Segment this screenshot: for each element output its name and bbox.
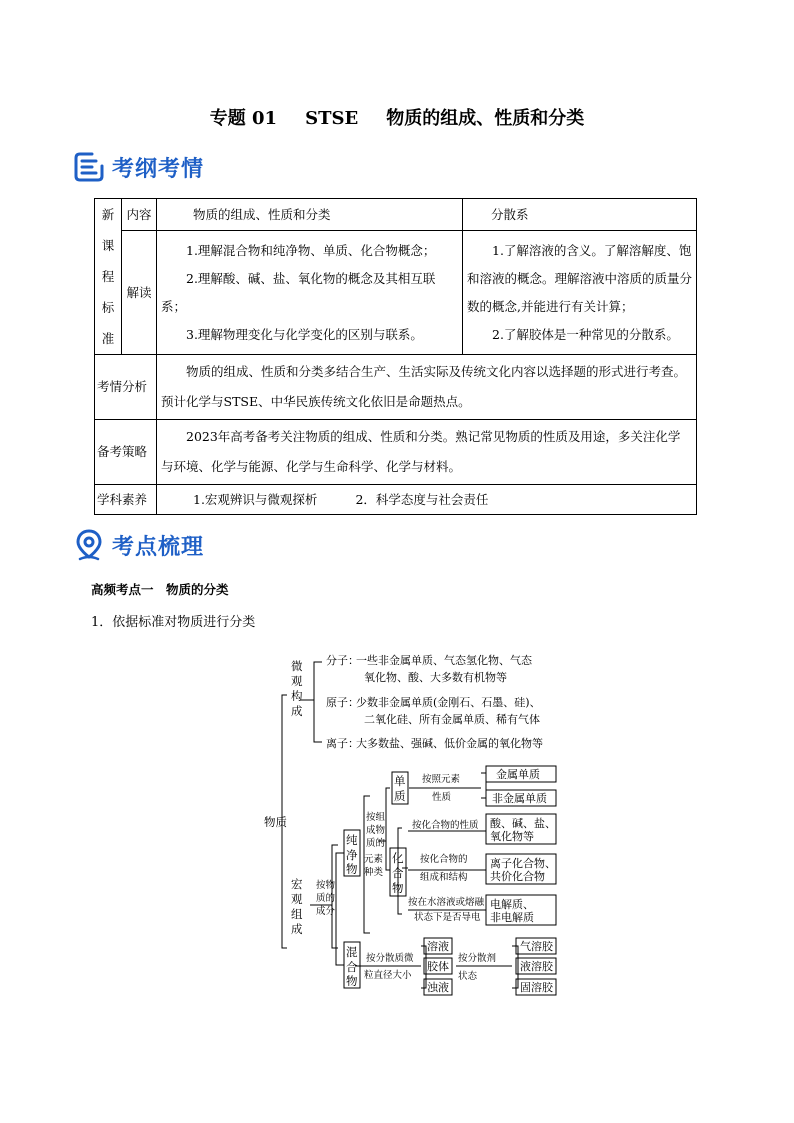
title-subject: 物质的组成、性质和分类 <box>386 108 585 129</box>
section-heading-syllabus <box>72 150 204 184</box>
interpret-left: 1.理解混合物和纯净物、单质、化合物概念； 2.理解酸、碱、盐、氧化物的概念及其相互联系； 3.理解物理变化与化学变化的区别与联系。 <box>157 231 463 355</box>
molecule-line2: 氧化物、酸、大多数有机物等 <box>364 671 507 684</box>
svg-text:按组: 按组 <box>366 812 386 823</box>
section-title: 考纲考情 <box>112 156 205 182</box>
svg-text:物: 物 <box>346 974 358 988</box>
svg-text:成物: 成物 <box>366 825 386 836</box>
svg-text:物: 物 <box>392 881 404 895</box>
svg-text:按物: 按物 <box>316 880 336 891</box>
svg-text:种类: 种类 <box>364 867 384 878</box>
ion-line1: 大多数盐、强碱、低价金属的氧化物等 <box>356 737 543 750</box>
document-title <box>0 104 794 130</box>
svg-text:净: 净 <box>346 848 358 862</box>
strategy-text: 2023年高考备考关注物质的组成、性质和分类。熟记常见物质的性质及用途，多关注化学与环境、化学与能源、化学与生命科学、化学与材料。 <box>157 420 697 485</box>
svg-text:成: 成 <box>291 704 303 718</box>
gas-sol-label: 气溶胶 <box>520 940 553 953</box>
atom-line1: 少数非金属单质(金刚石、石墨、硅)、 <box>356 696 541 709</box>
acid-line2: 氧化物等 <box>490 830 534 843</box>
interpret-right: 1.了解溶液的含义。了解溶解度、饱和溶液的概念。理解溶液中溶质的质量分数的概念,并能进行有关计算； 2.了解胶体是一种常见的分散系。 <box>463 231 697 355</box>
acid-line1: 酸、碱、盐、 <box>490 817 556 830</box>
title-topic-number: 专题 01 <box>209 108 278 129</box>
by-compound-prop: 按化合物的性质 <box>412 820 479 831</box>
by-element-prop-2: 性质 <box>432 792 452 803</box>
title-stse: STSE <box>305 108 359 129</box>
svg-text:物: 物 <box>346 862 358 876</box>
micro-label <box>291 659 303 718</box>
by-medium-1: 按分散剂 <box>458 953 497 964</box>
svg-text:化: 化 <box>392 851 404 865</box>
by-conduct-1: 按在水溶液或熔融 <box>408 897 485 908</box>
classification-diagram <box>250 648 570 1000</box>
nonmetal-label: 非金属单质 <box>492 792 547 805</box>
suspension-label: 浊液 <box>427 981 449 994</box>
analysis-text: 物质的组成、性质和分类多结合生产、生活实际及传统文化内容以选择题的形式进行考查。预计化学与STSE、中华民族传统文化依旧是命题热点。 <box>157 355 697 420</box>
by-particle-2: 粒直径大小 <box>364 970 412 981</box>
atom-label: 原子： <box>326 696 359 709</box>
by-elements-label <box>364 811 386 878</box>
svg-text:混: 混 <box>346 945 358 959</box>
location-pin-icon <box>72 528 106 562</box>
content-label: 内容 <box>122 199 157 231</box>
ion-label: 离子： <box>326 737 359 750</box>
by-particle-1: 按分散质微 <box>366 953 414 964</box>
by-compound-struct-2: 组成和结构 <box>420 872 468 883</box>
svg-text:合: 合 <box>346 960 358 974</box>
atom-line2: 二氧化硅、所有金属单质、稀有气体 <box>364 713 540 726</box>
svg-text:组: 组 <box>291 907 303 921</box>
svg-text:微: 微 <box>291 659 303 673</box>
subheading: 高频考点一 物质的分类 <box>91 582 229 597</box>
svg-text:元素: 元素 <box>364 854 384 865</box>
liquid-sol-label: 液溶胶 <box>520 960 553 973</box>
svg-text:观: 观 <box>291 674 303 688</box>
literacy-text: 1.宏观辨识与微观探析 2．科学态度与社会责任 <box>157 485 697 515</box>
colloid-label: 胶体 <box>427 960 449 973</box>
interpret-label: 解读 <box>122 231 157 355</box>
item-heading: 1．依据标准对物质进行分类 <box>91 615 256 630</box>
svg-text:成: 成 <box>291 922 303 936</box>
root-label: 物质 <box>264 815 287 829</box>
by-element-prop-1: 按照元素 <box>422 774 461 785</box>
svg-text:质的: 质的 <box>316 893 336 904</box>
electrolyte-line1: 电解质、 <box>490 898 534 911</box>
analysis-label: 考情分析 <box>95 355 157 420</box>
content-right: 分散系 <box>463 199 697 231</box>
svg-text:质的: 质的 <box>366 838 386 849</box>
simple-label <box>394 774 406 803</box>
svg-text:质: 质 <box>394 789 406 803</box>
by-medium-2: 状态 <box>458 971 478 982</box>
pure-label <box>346 833 358 876</box>
svg-text:观: 观 <box>291 892 303 906</box>
content-left: 物质的组成、性质和分类 <box>157 199 463 231</box>
compound-label <box>392 851 404 895</box>
by-component-label <box>316 879 336 917</box>
metal-label: 金属单质 <box>496 768 540 781</box>
ionic-line1: 离子化合物、 <box>490 857 556 870</box>
svg-text:合: 合 <box>392 866 404 880</box>
by-compound-struct-1: 按化合物的 <box>420 854 468 865</box>
list-icon <box>72 150 106 184</box>
molecule-line1: 一些非金属单质、气态氢化物、气态 <box>356 654 532 667</box>
strategy-label: 备考策略 <box>95 420 157 485</box>
by-conduct-2: 状态下是否导电 <box>414 912 481 923</box>
macro-label <box>291 877 303 936</box>
molecule-label: 分子： <box>326 654 359 667</box>
section-heading-points <box>72 528 204 562</box>
mixture-label <box>346 945 358 988</box>
svg-text:成分: 成分 <box>316 906 336 917</box>
svg-text:构: 构 <box>291 689 303 703</box>
svg-text:宏: 宏 <box>291 877 303 891</box>
electrolyte-line2: 非电解质 <box>490 911 534 924</box>
solid-sol-label: 固溶胶 <box>520 981 553 994</box>
literacy-label: 学科素养 <box>95 485 157 515</box>
ionic-line2: 共价化合物 <box>490 870 545 883</box>
svg-text:纯: 纯 <box>346 833 358 847</box>
section-title: 考点梳理 <box>112 534 205 560</box>
solution-label: 溶液 <box>427 940 449 953</box>
svg-text:单: 单 <box>394 774 406 788</box>
syllabus-table <box>94 198 697 515</box>
new-standard-cell: 新课程标准 <box>95 199 122 355</box>
